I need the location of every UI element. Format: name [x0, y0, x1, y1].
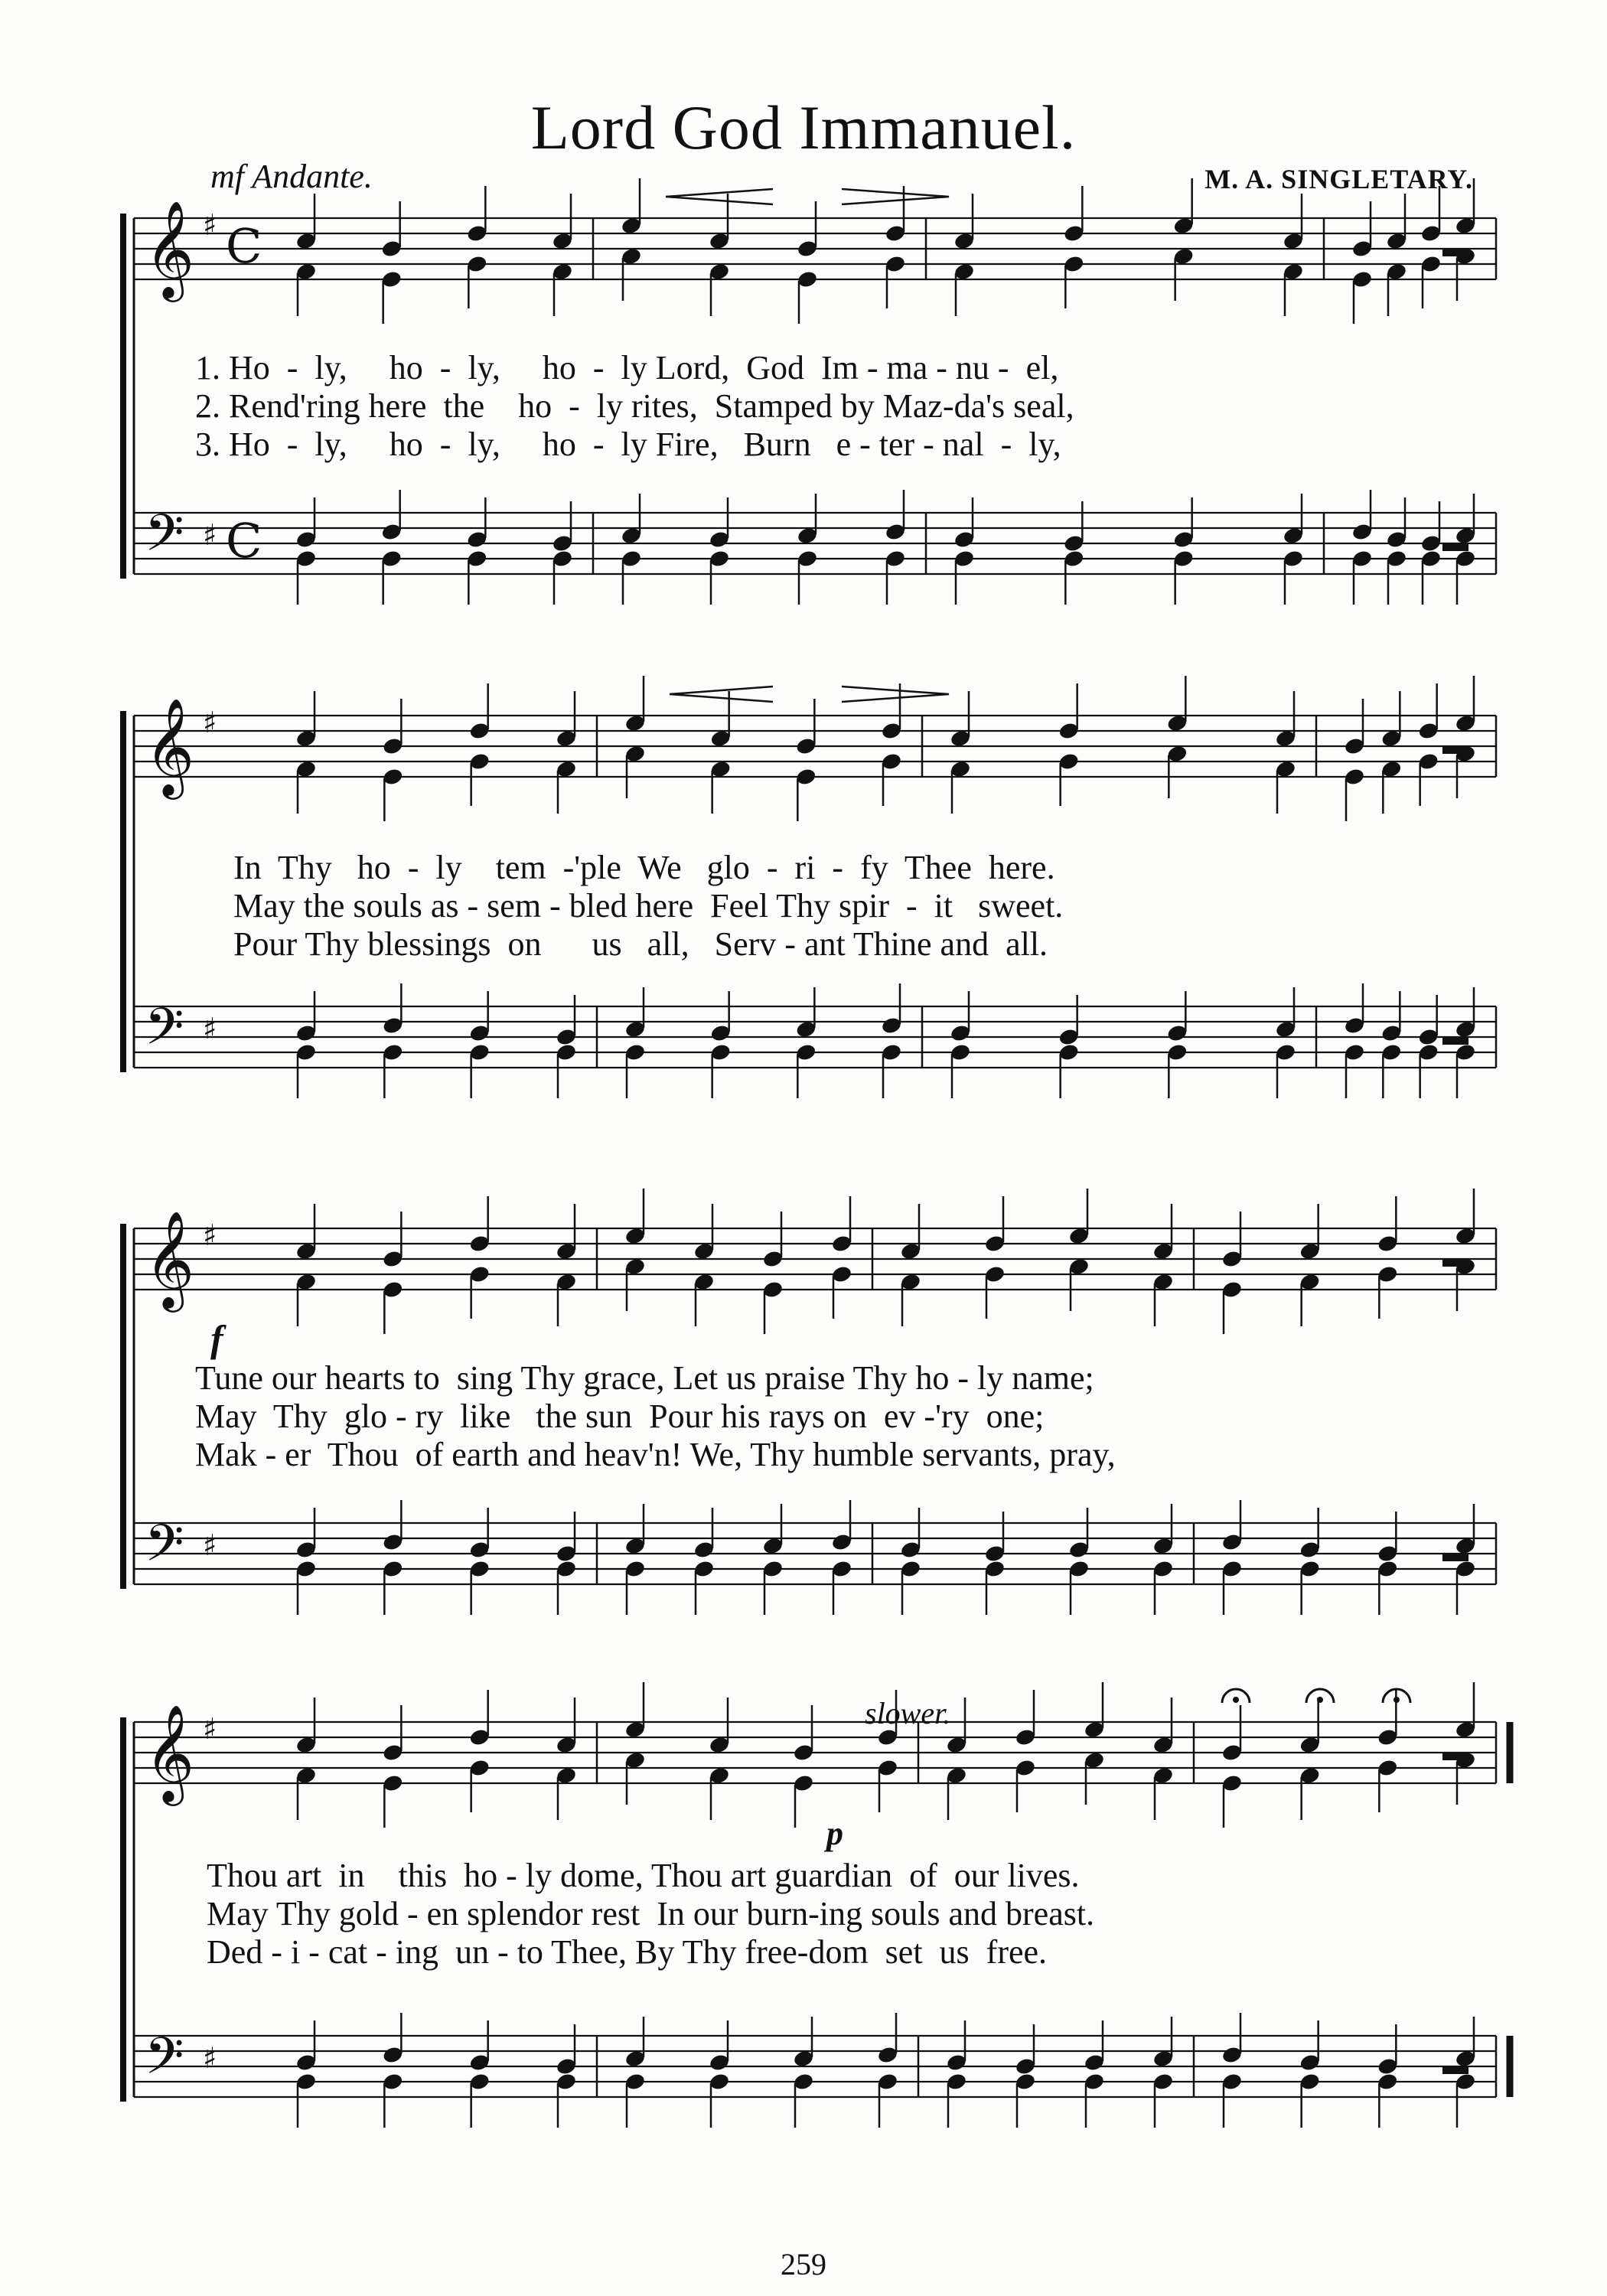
crescendo-hairpin [666, 189, 773, 204]
composer-name: M. A. SINGLETARY. [1204, 164, 1473, 194]
bass-clef-icon: 𝄢 [145, 2027, 184, 2098]
bass-clef-icon: 𝄢 [145, 997, 184, 1068]
lyric-line: May the souls as - sem - bled here Feel Thy spir - it sweet. [233, 887, 1064, 925]
treble-clef-icon: 𝄞 [145, 1210, 195, 1308]
treble-clef-icon: 𝄞 [145, 200, 195, 298]
key-signature-sharp-icon: ♯ [203, 1218, 217, 1252]
common-time-icon: C [226, 513, 262, 569]
crescendo-hairpin [670, 687, 773, 702]
fermata-icon [1317, 1697, 1323, 1703]
treble-clef-icon: 𝄞 [145, 697, 195, 795]
lyric-line: Pour Thy blessings on us all, Serv - ant Thine and all. [233, 925, 1048, 963]
key-signature-sharp-icon: ♯ [203, 706, 217, 739]
lyric-line: May Thy gold - en splendor rest In our burn-ing souls and breast. [207, 1895, 1095, 1932]
key-signature-sharp-icon: ♯ [203, 518, 217, 552]
lyric-line: In Thy ho - ly tem -'ple We glo - ri - fy Thee here. [233, 849, 1055, 886]
lyric-line: 2. Rend'ring here the ho - ly rites, Stamped by Maz-da's seal, [195, 387, 1074, 425]
common-time-icon: C [226, 218, 262, 274]
piano-marking: p [826, 1815, 843, 1852]
half-rest-icon [1442, 1554, 1468, 1561]
treble-clef-icon: 𝄞 [145, 1704, 195, 1802]
half-rest-icon [1442, 2066, 1468, 2074]
fermata-icon [1233, 1697, 1239, 1703]
tempo-marking: mf Andante. [210, 158, 373, 195]
bass-clef-icon: 𝄢 [145, 504, 184, 575]
lyric-line: 1. Ho - ly, ho - ly, ho - ly Lord, God Im - ma - nu - el, [195, 349, 1059, 386]
forte-marking: f [210, 1317, 223, 1360]
key-signature-sharp-icon: ♯ [203, 1712, 217, 1746]
half-rest-icon [1442, 249, 1468, 256]
key-signature-sharp-icon: ♯ [203, 1528, 217, 1562]
decrescendo-hairpin [842, 687, 949, 702]
hymn-title: Lord God Immanuel. [530, 93, 1077, 162]
lyric-line: Thou art in this ho - ly dome, Thou art guardian of our lives. [207, 1857, 1080, 1894]
half-rest-icon [1442, 543, 1468, 551]
half-rest-icon [1442, 1259, 1468, 1267]
slower-marking: slower. [865, 1696, 951, 1730]
half-rest-icon [1442, 1037, 1468, 1045]
page-number: 259 [781, 2247, 826, 2281]
lyric-line: 3. Ho - ly, ho - ly, ho - ly Fire, Burn e - ter - nal - ly, [195, 426, 1061, 463]
decrescendo-hairpin [842, 189, 949, 204]
bass-clef-icon: 𝄢 [145, 1514, 184, 1585]
lyric-line: Mak - er Thou of earth and heav'n! We, Thy humble servants, pray, [195, 1436, 1116, 1473]
lyric-line: Tune our hearts to sing Thy grace, Let us praise Thy ho - ly name; [195, 1359, 1094, 1397]
lyric-line: Ded - i - cat - ing un - to Thee, By Thy free-dom set us free. [207, 1933, 1048, 1971]
key-signature-sharp-icon: ♯ [203, 2041, 217, 2075]
lyric-line: May Thy glo - ry like the sun Pour his rays on ev -'ry one; [195, 1397, 1045, 1435]
key-signature-sharp-icon: ♯ [203, 208, 217, 242]
half-rest-icon [1442, 746, 1468, 754]
half-rest-icon [1442, 1753, 1468, 1760]
key-signature-sharp-icon: ♯ [203, 1012, 217, 1045]
fermata-icon [1393, 1697, 1400, 1703]
